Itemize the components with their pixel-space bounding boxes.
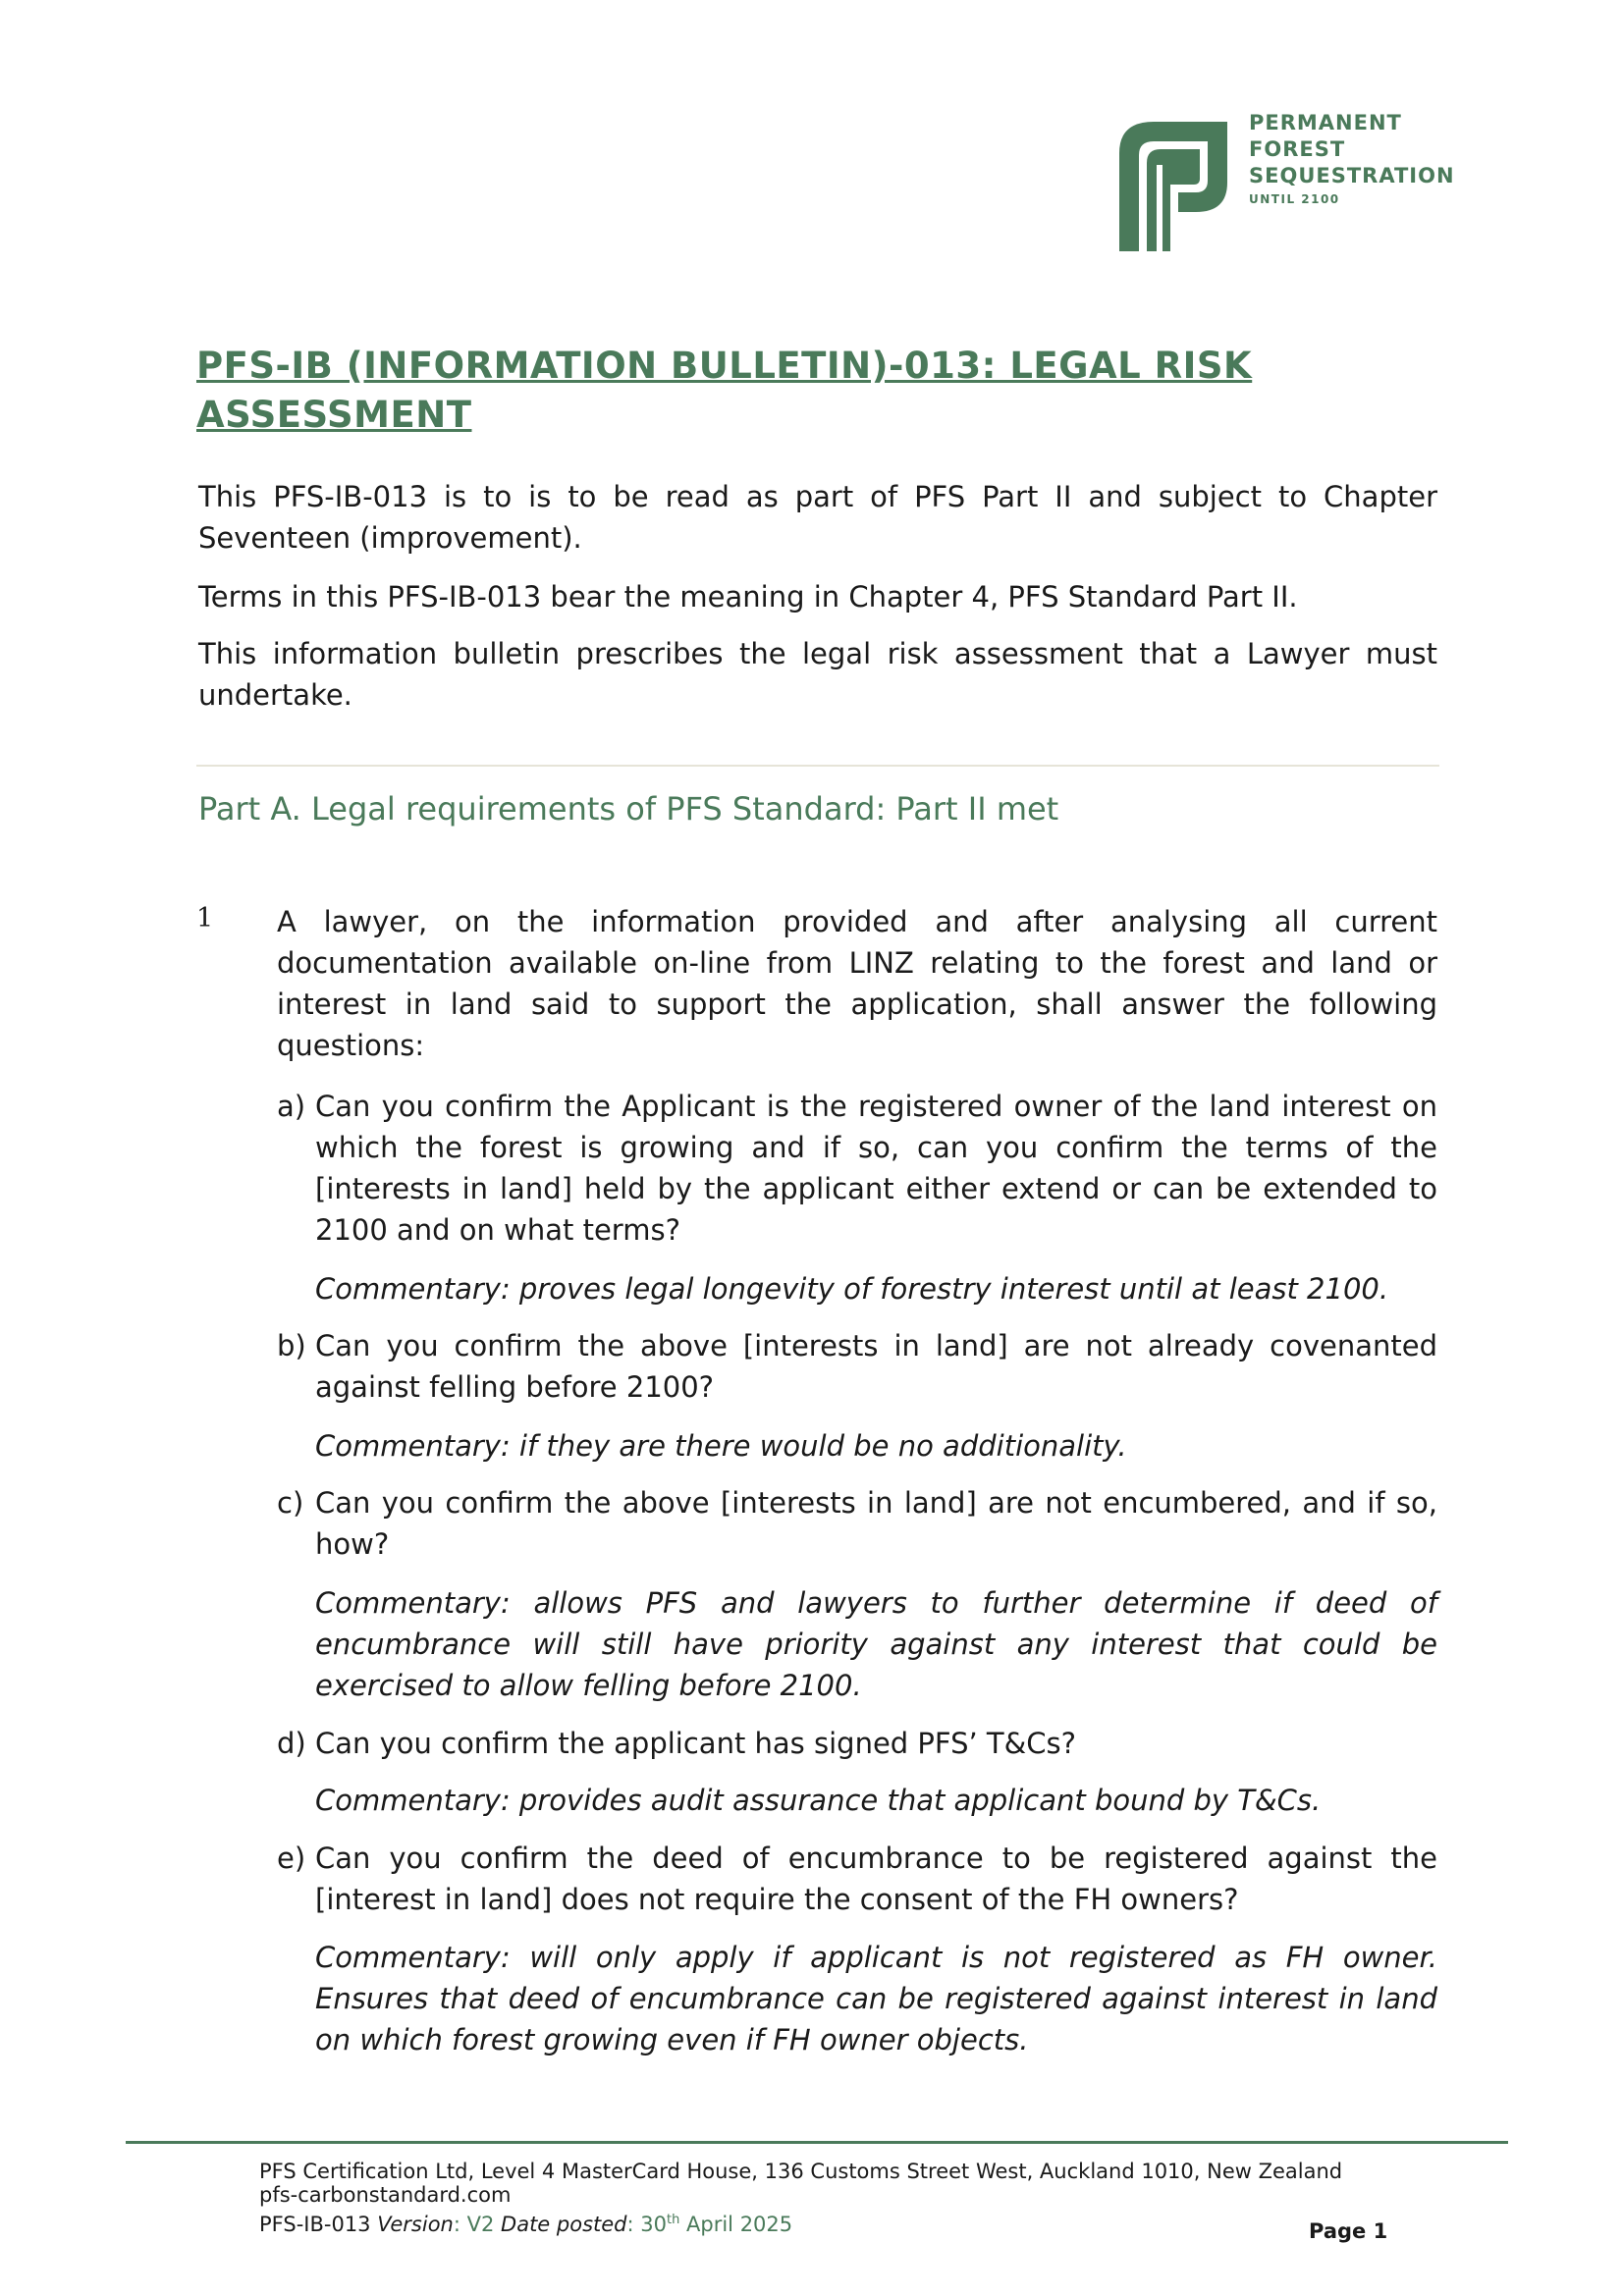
footer-divider <box>126 2141 1508 2144</box>
logo-line-4: UNTIL 2100 <box>1249 192 1340 206</box>
commentary-a: Commentary: proves legal longevity of forestry interest until at least 2100. <box>315 1272 1389 1306</box>
section-divider <box>196 765 1439 767</box>
question-letter: a) <box>277 1090 306 1123</box>
footer-date-sup: th <box>667 2213 680 2227</box>
question-d <box>277 1723 1437 1764</box>
logo-line-2: FOREST <box>1249 137 1346 161</box>
item-lead-text: A lawyer, on the information provided and after analysing all current documentation available on-line from LINZ relating to the forest and land or interest in land said to support the application, shall answer the following questions: <box>277 905 1437 1062</box>
question-letter: d) <box>277 1727 306 1760</box>
pfs-leaf-icon <box>1109 114 1237 256</box>
intro-paragraph-1: This PFS-IB-013 is to is to be read as part of PFS Part II and subject to Chapter Seventeen (improvement). <box>198 480 1437 555</box>
footer-address: PFS Certification Ltd, Level 4 MasterCard House, 136 Customs Street West, Auckland 1010, New Zealand <box>259 2160 1343 2183</box>
question-text: Can you confirm the applicant has signed PFS’ T&Cs? <box>315 1727 1077 1760</box>
footer-date-value-pre: : 30 <box>626 2213 667 2236</box>
commentary-e: Commentary: will only apply if applicant is not registered as FH owner. Ensures that deed of encumbrance can be registered against interest in land on which forest growing even if FH owner objects. <box>315 1941 1437 2056</box>
logo-line-1: PERMANENT <box>1249 111 1402 134</box>
item-number: 1 <box>196 903 214 934</box>
question-text: Can you confirm the above [interests in land] are not already covenanted against felling before 2100? <box>315 1329 1437 1404</box>
question-b <box>277 1325 1437 1408</box>
footer-version-value: : V2 <box>453 2213 495 2236</box>
question-e <box>277 1838 1437 1920</box>
commentary-d: Commentary: provides audit assurance that applicant bound by T&Cs. <box>315 1784 1322 1817</box>
page-number: Page 1 <box>1309 2219 1388 2243</box>
part-a-heading: Part A. Legal requirements of PFS Standard: Part II met <box>198 790 1059 828</box>
question-a <box>277 1086 1437 1251</box>
question-letter: e) <box>277 1842 306 1875</box>
page-title: PFS-IB (INFORMATION BULLETIN)-013: LEGAL RISK ASSESSMENT <box>196 345 1253 436</box>
question-text: Can you confirm the above [interests in land] are not encumbered, and if so, how? <box>315 1486 1437 1561</box>
commentary-c: Commentary: allows PFS and lawyers to further determine if deed of encumbrance will still have priority against any interest that could be exercised to allow felling before 2100. <box>315 1586 1437 1702</box>
commentary-b: Commentary: if they are there would be no additionality. <box>315 1429 1127 1463</box>
footer-website[interactable]: pfs-carbonstandard.com <box>259 2183 512 2207</box>
footer-doc-id: PFS-IB-013 <box>259 2213 371 2236</box>
question-c <box>277 1482 1437 1565</box>
intro-paragraph-2: Terms in this PFS-IB-013 bear the meaning in Chapter 4, PFS Standard Part II. <box>198 580 1298 614</box>
footer-date-value-post: April 2025 <box>679 2213 793 2236</box>
logo-wordmark <box>1249 110 1455 209</box>
question-text: Can you confirm the deed of encumbrance to be registered against the [interest in land] does not require the consent of the FH owners? <box>315 1842 1437 1916</box>
logo-line-3: SEQUESTRATION <box>1249 164 1455 187</box>
intro-paragraph-3: This information bulletin prescribes the legal risk assessment that a Lawyer must undertake. <box>198 637 1437 712</box>
footer-date-label: Date posted <box>501 2213 627 2236</box>
question-letter: c) <box>277 1486 304 1520</box>
question-letter: b) <box>277 1329 306 1362</box>
question-text: Can you confirm the Applicant is the registered owner of the land interest on which the forest is growing and if so, can you confirm the terms of the [interests in land] held by the applicant either extend or can be extended to 2100 and on what terms? <box>315 1090 1437 1247</box>
footer-version-label: Version <box>377 2213 454 2236</box>
footer-doc-info <box>259 2209 792 2236</box>
pfs-logo <box>1109 110 1502 257</box>
